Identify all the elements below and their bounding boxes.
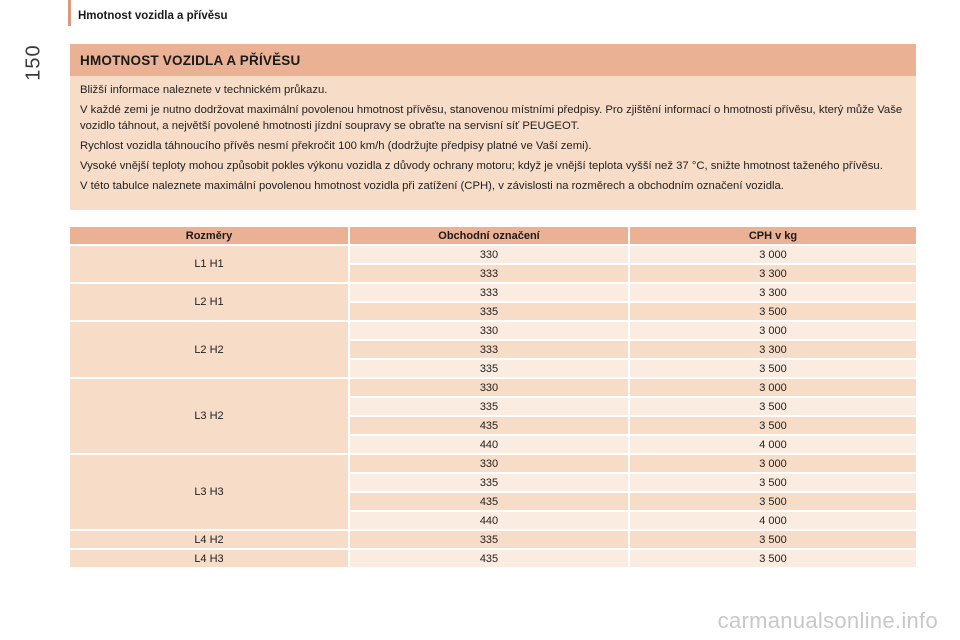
mass-table	[70, 227, 916, 567]
info-paragraph: Rychlost vozidla táhnoucího přívěs nesmí překročit 100 km/h (dodržujte předpisy platné ve Vaší zemi).	[80, 140, 592, 152]
designation-cell: 330	[350, 320, 630, 339]
table-header-row	[70, 227, 916, 244]
designation-cell: 435	[350, 491, 630, 510]
cph-cell: 3 500	[630, 396, 916, 415]
table-row	[70, 529, 916, 548]
cph-cell: 4 000	[630, 434, 916, 453]
table-row	[70, 377, 916, 396]
info-box-title: HMOTNOST VOZIDLA A PŘÍVĚSU	[70, 44, 916, 76]
designation-cell: 333	[350, 263, 630, 282]
dimension-cell: L2 H2	[70, 320, 350, 377]
designation-cell: 435	[350, 548, 630, 567]
cph-cell: 3 300	[630, 339, 916, 358]
cph-cell: 3 500	[630, 472, 916, 491]
cph-cell: 3 000	[630, 244, 916, 263]
designation-cell: 335	[350, 301, 630, 320]
designation-cell: 333	[350, 282, 630, 301]
table-row	[70, 282, 916, 301]
cph-cell: 3 300	[630, 282, 916, 301]
cph-cell: 3 300	[630, 263, 916, 282]
info-box-body	[70, 76, 916, 194]
dimension-cell: L1 H1	[70, 244, 350, 282]
designation-cell: 440	[350, 510, 630, 529]
table-row	[70, 244, 916, 263]
cph-cell: 3 000	[630, 377, 916, 396]
dimension-cell: L4 H2	[70, 529, 350, 548]
header-dimensions: Rozměry	[70, 227, 350, 244]
table-row	[70, 453, 916, 472]
info-paragraph: Vysoké vnější teploty mohou způsobit pokles výkonu vozidla z důvody ochrany motoru; když je vnější teplota vyšší než 37 °C, snižte hmotnost taženého přívěsu.	[80, 160, 883, 172]
designation-cell: 333	[350, 339, 630, 358]
cph-cell: 3 500	[630, 415, 916, 434]
info-paragraph: V každé zemi je nutno dodržovat maximální povolenou hmotnost přívěsu, stanovenou místními předpisy. Pro zjištění informací o hmotnosti přívěsu, který může Vaše vozidlo táhnout, a největší povolené hmotnosti jízdní soupravy se obraťte na servisní síť PEUGEOT.	[80, 104, 903, 132]
info-box	[70, 44, 916, 210]
cph-cell: 3 000	[630, 320, 916, 339]
cph-cell: 3 500	[630, 301, 916, 320]
designation-cell: 335	[350, 529, 630, 548]
table-body	[70, 244, 916, 567]
designation-cell: 440	[350, 434, 630, 453]
cph-cell: 4 000	[630, 510, 916, 529]
cph-cell: 3 500	[630, 529, 916, 548]
designation-cell: 335	[350, 358, 630, 377]
cph-cell: 3 500	[630, 491, 916, 510]
margin-accent-bar	[68, 0, 71, 26]
designation-cell: 335	[350, 396, 630, 415]
page-number-text: 150	[22, 43, 45, 81]
designation-cell: 335	[350, 472, 630, 491]
cph-cell: 3 500	[630, 358, 916, 377]
designation-cell: 435	[350, 415, 630, 434]
designation-cell: 330	[350, 244, 630, 263]
table-row	[70, 320, 916, 339]
header-cph-kg: CPH v kg	[630, 227, 916, 244]
cph-cell: 3 500	[630, 548, 916, 567]
dimension-cell: L3 H2	[70, 377, 350, 453]
info-paragraph: Bližší informace naleznete v technickém průkazu.	[80, 84, 328, 96]
dimension-cell: L3 H3	[70, 453, 350, 529]
cph-cell: 3 000	[630, 453, 916, 472]
designation-cell: 330	[350, 377, 630, 396]
dimension-cell: L4 H3	[70, 548, 350, 567]
designation-cell: 330	[350, 453, 630, 472]
watermark: carmanualsonline.info	[717, 608, 938, 633]
mass-table-container	[70, 227, 916, 567]
running-header: Hmotnost vozidla a přívěsu	[78, 10, 228, 22]
table-row	[70, 548, 916, 567]
header-commercial-designation: Obchodní označení	[350, 227, 630, 244]
info-paragraph: V této tabulce naleznete maximální povolenou hmotnost vozidla při zatížení (CPH), v závislosti na rozměrech a obchodním označení vozidla.	[80, 180, 784, 192]
page-number	[16, 32, 52, 92]
dimension-cell: L2 H1	[70, 282, 350, 320]
